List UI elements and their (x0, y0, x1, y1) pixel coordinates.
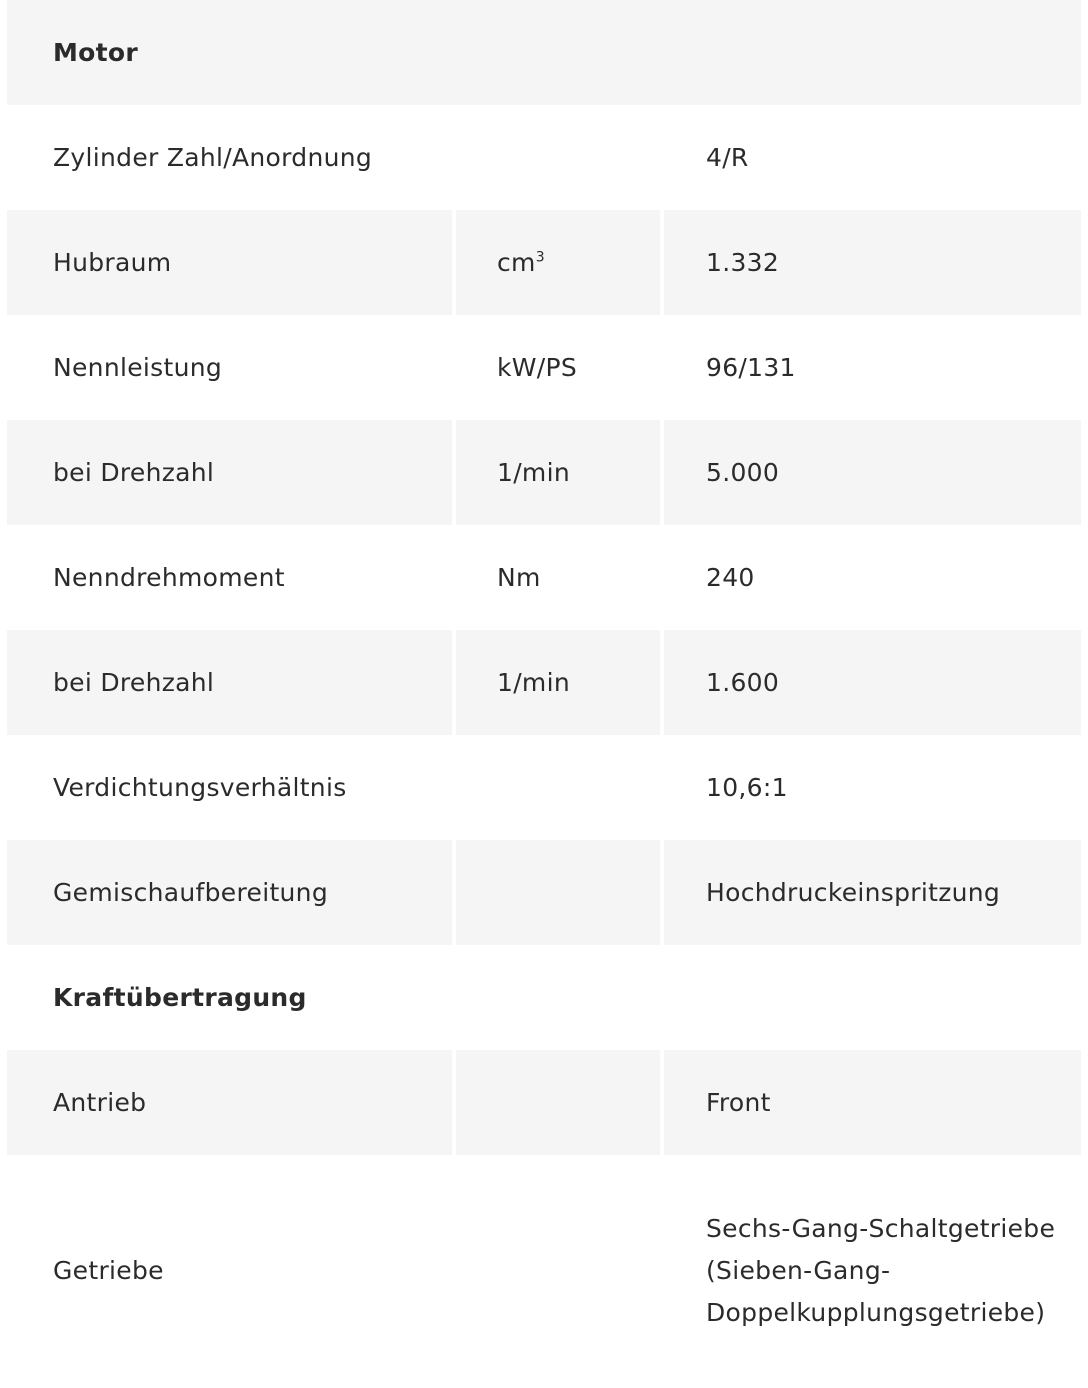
row-value: Front (664, 1050, 1081, 1155)
row-value: 10,6:1 (706, 772, 788, 802)
unit-base: cm (497, 247, 536, 277)
row-unit (456, 1155, 664, 1387)
row-label: Gemischaufbereitung (7, 840, 456, 945)
row-value: 240 (706, 562, 755, 592)
section-header-motor (7, 0, 1081, 105)
table-row (7, 315, 1081, 420)
spec-table (7, 0, 1081, 1387)
row-label: Hubraum (7, 210, 456, 315)
row-unit: Nm (497, 562, 541, 592)
section-title-motor: Motor (7, 0, 1081, 105)
row-label: Zylinder Zahl/Anordnung (53, 142, 373, 172)
row-label: Nenndrehmoment (53, 562, 285, 592)
table-row (7, 1050, 1081, 1155)
row-label: Getriebe (53, 1256, 164, 1285)
row-unit (456, 840, 664, 945)
row-label: Verdichtungsverhältnis (53, 772, 347, 802)
row-value: 1.600 (664, 630, 1081, 735)
row-unit (456, 210, 664, 315)
row-label: bei Drehzahl (7, 420, 456, 525)
row-value: 1.332 (664, 210, 1081, 315)
row-value: 4/R (706, 142, 749, 172)
row-unit: 1/min (456, 420, 664, 525)
row-value: Hochdruckeinspritzung (664, 840, 1081, 945)
table-row (7, 630, 1081, 735)
section-header-kraftuebertragung (7, 945, 1081, 1050)
row-unit (456, 105, 664, 210)
row-label: Nennleistung (53, 352, 223, 382)
row-unit (456, 735, 664, 840)
unit-superscript: 3 (535, 249, 545, 266)
table-row (7, 1155, 1081, 1387)
table-row (7, 105, 1081, 210)
section-title-kraftuebertragung: Kraftübertragung (53, 982, 307, 1012)
table-row (7, 420, 1081, 525)
row-value: Sechs-Gang-Schaltgetriebe (Sieben-Gang-Doppelkupplungsgetriebe) (706, 1214, 1056, 1327)
row-unit: kW/PS (497, 352, 578, 382)
row-unit: 1/min (456, 630, 664, 735)
table-row (7, 210, 1081, 315)
row-label: bei Drehzahl (7, 630, 456, 735)
table-row (7, 735, 1081, 840)
row-label: Antrieb (7, 1050, 456, 1155)
row-value: 5.000 (664, 420, 1081, 525)
table-row (7, 840, 1081, 945)
row-unit (456, 1050, 664, 1155)
table-row (7, 525, 1081, 630)
row-value: 96/131 (706, 352, 796, 382)
